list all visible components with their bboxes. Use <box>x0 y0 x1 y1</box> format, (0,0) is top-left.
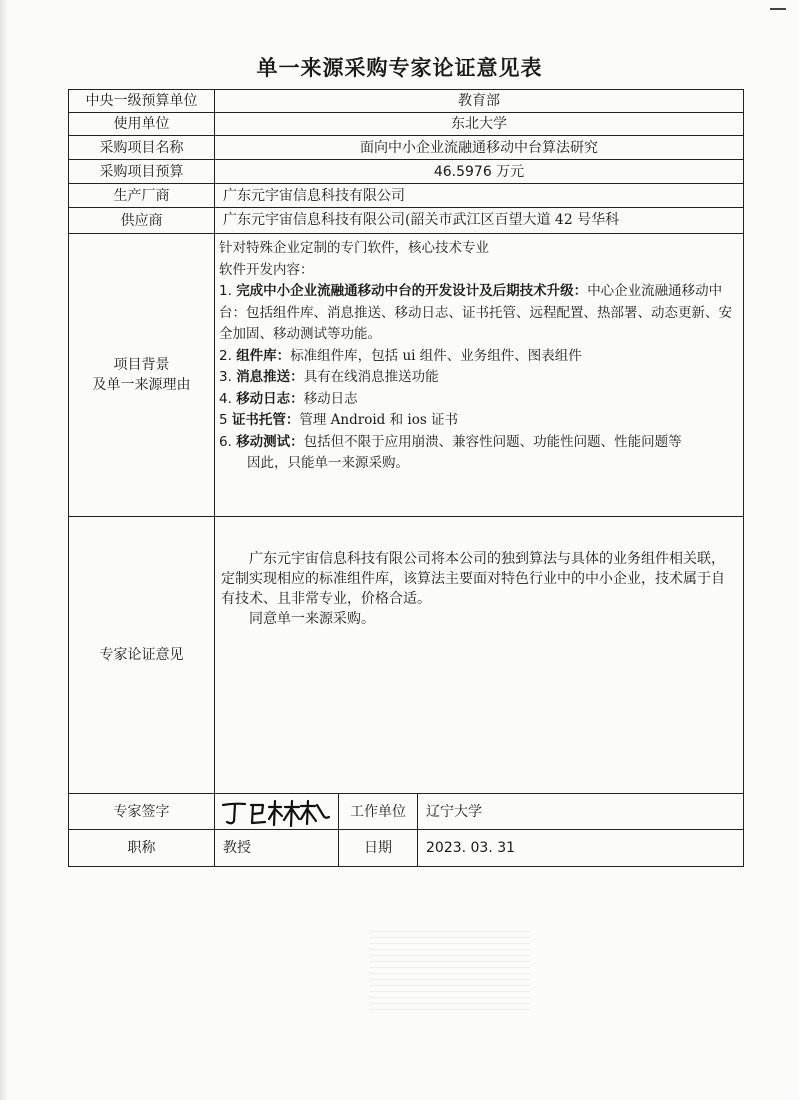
dev-item-3 <box>219 367 733 389</box>
date-value: 2023. 03. 31 <box>418 830 744 867</box>
work-unit-value: 辽宁大学 <box>418 794 744 830</box>
supplier-label: 供应商 <box>69 208 215 234</box>
item-3-head: 消息推送： <box>236 369 304 385</box>
item-5-number: 5 <box>219 412 228 428</box>
background-label <box>69 234 215 517</box>
row-signature <box>69 794 744 830</box>
item-6-head: 移动测试： <box>236 433 304 450</box>
row-budget-unit <box>69 90 744 113</box>
corner-mark <box>770 8 786 16</box>
item-3-number: 3. <box>219 369 232 385</box>
item-2-number: 2. <box>219 347 232 364</box>
item-1-number: 1. <box>219 283 232 299</box>
row-opinion <box>69 517 744 794</box>
form-table <box>68 89 744 867</box>
item-2-head: 组件库： <box>236 347 291 364</box>
supplier-address-line2 <box>223 230 743 232</box>
item-1-head: 完成中小企业流融通移动中台的开发设计及后期技术升级： <box>236 283 588 299</box>
item-6-number: 6. <box>219 433 232 450</box>
budget-unit-value: 教育部 <box>215 90 744 113</box>
project-name-label: 采购项目名称 <box>69 136 215 160</box>
opinion-content <box>215 517 744 794</box>
item-4-head: 移动日志： <box>236 390 304 407</box>
background-label-line2: 及单一来源理由 <box>92 377 191 393</box>
user-unit-value: 东北大学 <box>215 113 744 136</box>
work-unit-label: 工作单位 <box>339 794 418 830</box>
row-manufacturer <box>69 184 744 208</box>
item-4-text: 移动日志 <box>303 390 358 407</box>
signature-label: 专家签字 <box>69 794 215 830</box>
row-user-unit <box>69 113 744 136</box>
item-6-text: 包括但不限于应用崩溃、兼容性问题、功能性问题、性能问题等 <box>303 433 682 450</box>
item-5-text: 管理 Android 和 ios 证书 <box>299 412 459 428</box>
dev-item-4 <box>219 389 733 411</box>
supplier-value <box>215 208 744 234</box>
user-unit-label: 使用单位 <box>69 113 215 136</box>
title-label: 职称 <box>69 830 215 867</box>
project-budget-label: 采购项目预算 <box>69 160 215 184</box>
opinion-paragraph-1: 广东元宇宙信息科技有限公司将本公司的独到算法与具体的业务组件相关联，定制实现相应的标准组件库，该算法主要面对特色行业中的中小企业，技术属于自有技术、且非常专业，价格合适。 <box>221 551 725 607</box>
background-label-line1: 项目背景 <box>113 357 170 373</box>
row-project-budget <box>69 160 744 184</box>
dev-item-2 <box>219 346 733 368</box>
item-1-text: 中心企业流融通移动中台：包括组件库、消息推送、移动日志、证书托管、远程配置、热部署、动态更新、安全加固、移动测试等功能。 <box>219 283 732 342</box>
dev-item-6 <box>219 432 733 454</box>
background-intro: 针对特殊企业定制的专门软件，核心技术专业 <box>219 240 489 256</box>
signature-cell <box>215 794 339 830</box>
dev-item-1 <box>219 281 733 346</box>
project-budget-value: 46.5976 万元 <box>215 160 744 184</box>
item-5-head: 证书托管： <box>231 412 300 428</box>
row-background <box>69 234 744 517</box>
background-conclusion: 因此，只能单一来源采购。 <box>247 455 409 471</box>
date-label: 日期 <box>339 830 418 867</box>
scan-edge <box>0 0 8 1100</box>
manufacturer-label: 生产厂商 <box>69 184 215 208</box>
opinion-label: 专家论证意见 <box>69 517 215 794</box>
dev-item-5 <box>219 410 733 432</box>
item-3-text: 具有在线消息推送功能 <box>303 369 439 385</box>
row-project-name <box>69 136 744 160</box>
budget-unit-label: 中央一级预算单位 <box>69 90 215 113</box>
row-supplier <box>69 208 744 234</box>
item-2-text: 标准组件库，包括 ui 组件、业务组件、图表组件 <box>290 347 582 364</box>
item-4-number: 4. <box>219 390 232 407</box>
row-title-date <box>69 830 744 867</box>
manufacturer-value: 广东元宇宙信息科技有限公司 <box>215 184 744 208</box>
dev-content-title: 软件开发内容： <box>219 261 314 278</box>
project-name-value: 面向中小企业流融通移动中台算法研究 <box>215 136 744 160</box>
page-title: 单一来源采购专家论证意见表 <box>256 56 543 80</box>
title-value: 教授 <box>215 830 339 867</box>
scan-bleed-through <box>370 930 530 1010</box>
opinion-paragraph-2: 同意单一来源采购。 <box>249 611 375 627</box>
handwritten-signature <box>219 797 335 829</box>
background-content <box>215 234 744 517</box>
supplier-address-line1: 广东元宇宙信息科技有限公司(韶关市武江区百望大道 42 号华科 <box>223 212 620 228</box>
